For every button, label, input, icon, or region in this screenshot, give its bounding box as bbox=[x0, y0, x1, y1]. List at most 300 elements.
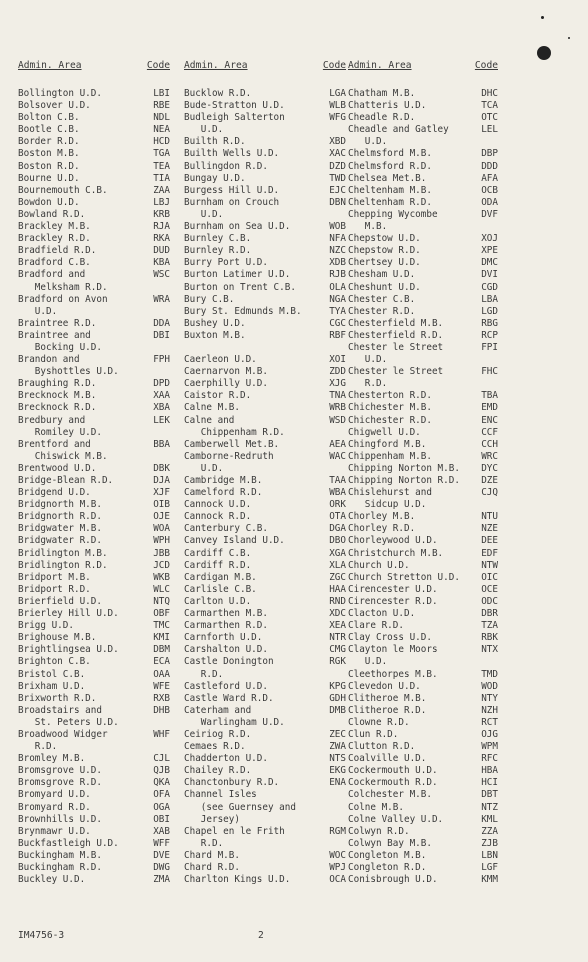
area-code: TWD bbox=[329, 172, 346, 184]
area-row bbox=[348, 596, 498, 608]
area-code: RBK bbox=[481, 632, 498, 644]
area-name: U.D. bbox=[348, 354, 388, 366]
area-row bbox=[184, 499, 346, 511]
area-row bbox=[184, 245, 346, 257]
area-row bbox=[18, 390, 170, 402]
area-row bbox=[348, 245, 498, 257]
area-name: Clitheroe M.B. bbox=[348, 692, 427, 704]
area-code: WBA bbox=[329, 487, 346, 499]
area-name: Chepstow U.D. bbox=[348, 233, 421, 245]
area-row bbox=[348, 608, 498, 620]
area-name: Brigg U.D. bbox=[18, 620, 74, 632]
area-row bbox=[348, 765, 498, 777]
code-heading: Code bbox=[322, 60, 346, 71]
area-row bbox=[184, 608, 346, 620]
area-code: CCF bbox=[481, 426, 498, 438]
area-row bbox=[348, 681, 498, 693]
area-code: DBT bbox=[481, 789, 498, 801]
area-row bbox=[18, 669, 170, 681]
area-name: Brighton C.B. bbox=[18, 656, 91, 668]
area-row bbox=[18, 427, 170, 439]
area-row bbox=[18, 463, 170, 475]
area-code: XOI bbox=[329, 354, 346, 366]
area-name: Bridgnorth M.B. bbox=[18, 499, 102, 511]
area-row bbox=[18, 354, 170, 366]
area-code: DPD bbox=[153, 378, 170, 390]
area-row bbox=[348, 584, 498, 596]
area-name: Bromyard U.D. bbox=[18, 789, 91, 801]
area-code: WPH bbox=[153, 535, 170, 547]
area-code: RGM bbox=[329, 825, 346, 837]
area-name: (see Guernsey and bbox=[184, 801, 296, 813]
area-row bbox=[184, 354, 346, 366]
area-row bbox=[184, 148, 346, 160]
area-row bbox=[184, 330, 346, 342]
area-code: CJL bbox=[153, 753, 170, 765]
area-code: TBA bbox=[481, 390, 498, 402]
area-name: Brentford and bbox=[18, 438, 91, 450]
area-code: WFG bbox=[329, 112, 346, 124]
area-row bbox=[184, 632, 346, 644]
area-name: Cambridge M.B. bbox=[184, 475, 263, 486]
area-row bbox=[348, 874, 498, 886]
area-row bbox=[184, 124, 346, 136]
area-name: U.D. bbox=[18, 305, 58, 317]
area-name: Chadderton U.D. bbox=[184, 753, 268, 765]
code-heading: Code bbox=[146, 60, 170, 71]
area-row bbox=[184, 862, 346, 874]
area-row bbox=[184, 814, 346, 826]
area-code: RKA bbox=[153, 233, 170, 245]
area-row bbox=[348, 100, 498, 112]
area-code: WSC bbox=[153, 269, 170, 281]
area-code: DBN bbox=[329, 196, 346, 208]
code-heading: Code bbox=[474, 60, 498, 71]
area-code: WLC bbox=[153, 583, 170, 595]
area-row bbox=[348, 620, 498, 632]
area-name: Conisbrough U.D. bbox=[348, 874, 438, 886]
column-2 bbox=[184, 60, 346, 886]
area-code: CGD bbox=[481, 281, 498, 293]
area-row bbox=[348, 233, 498, 245]
area-name: Broadstairs and bbox=[18, 704, 102, 716]
area-code: OGA bbox=[153, 801, 170, 813]
area-row bbox=[184, 511, 346, 523]
area-row bbox=[18, 124, 170, 136]
area-code: JBB bbox=[153, 547, 170, 559]
area-name: Brighouse M.B. bbox=[18, 632, 97, 644]
area-code: DEE bbox=[481, 535, 498, 547]
area-name: Brecknock R.D. bbox=[18, 402, 97, 414]
area-name: Bromyard R.D. bbox=[18, 801, 91, 813]
area-row bbox=[348, 439, 498, 451]
area-code: AFA bbox=[481, 172, 498, 184]
area-row bbox=[348, 656, 498, 668]
area-row bbox=[348, 463, 498, 475]
area-row bbox=[184, 366, 346, 378]
area-name: Brixworth R.D. bbox=[18, 692, 97, 704]
area-row bbox=[348, 415, 498, 427]
area-name: Bolsover U.D. bbox=[18, 100, 91, 112]
area-code: DUD bbox=[153, 245, 170, 257]
area-name: Brierfield U.D. bbox=[18, 595, 102, 607]
area-name: Bollington U.D. bbox=[18, 88, 102, 99]
area-code: DVI bbox=[481, 269, 498, 281]
area-row bbox=[18, 584, 170, 596]
area-row bbox=[184, 402, 346, 414]
area-row bbox=[184, 535, 346, 547]
area-row bbox=[348, 221, 498, 233]
area-row bbox=[184, 257, 346, 269]
area-name: Coalville U.D. bbox=[348, 753, 427, 765]
area-name: Colchester M.B. bbox=[348, 789, 432, 801]
area-code: NTU bbox=[481, 511, 498, 523]
area-row bbox=[184, 161, 346, 173]
area-name: Border R.D. bbox=[18, 136, 80, 148]
area-code: OIC bbox=[481, 571, 498, 583]
area-row bbox=[18, 402, 170, 414]
area-code: OCA bbox=[329, 874, 346, 886]
area-code: ENA bbox=[329, 777, 346, 789]
area-row bbox=[348, 693, 498, 705]
area-code: NTX bbox=[481, 644, 498, 656]
area-row bbox=[348, 402, 498, 414]
area-name: Chapel en le Frith bbox=[184, 825, 285, 837]
area-row bbox=[348, 88, 498, 100]
area-row bbox=[184, 221, 346, 233]
area-name: Bridport R.D. bbox=[18, 583, 91, 595]
area-code: XGA bbox=[329, 547, 346, 559]
area-row bbox=[348, 511, 498, 523]
area-code: XBD bbox=[329, 136, 346, 148]
area-code: RFC bbox=[481, 753, 498, 765]
area-row bbox=[18, 560, 170, 572]
area-code: TMC bbox=[153, 620, 170, 632]
area-code: EMD bbox=[481, 402, 498, 414]
area-row bbox=[18, 850, 170, 862]
area-code: FPI bbox=[481, 341, 498, 353]
area-name: Ceiriog R.D. bbox=[184, 728, 252, 740]
area-name: Burton on Trent C.B. bbox=[184, 281, 296, 293]
area-row bbox=[348, 572, 498, 584]
area-name: Brackley M.B. bbox=[18, 221, 91, 233]
area-name: Bournemouth C.B. bbox=[18, 184, 108, 196]
area-name: Chippenham M.B. bbox=[348, 450, 432, 462]
area-row bbox=[184, 765, 346, 777]
area-code: ZZA bbox=[481, 825, 498, 837]
area-code: WOD bbox=[481, 680, 498, 692]
area-row bbox=[348, 753, 498, 765]
area-name: Carshalton U.D. bbox=[184, 644, 268, 656]
area-code: NDL bbox=[153, 112, 170, 124]
area-row bbox=[184, 209, 346, 221]
area-code: NTY bbox=[481, 692, 498, 704]
area-name: Cheshunt U.D. bbox=[348, 281, 421, 293]
area-name: Chelsea Met.B. bbox=[348, 172, 427, 184]
area-row bbox=[18, 185, 170, 197]
area-code: ZAA bbox=[153, 184, 170, 196]
area-row bbox=[18, 826, 170, 838]
admin-area-heading: Admin. Area bbox=[184, 60, 248, 71]
area-name: Chesterfield R.D. bbox=[348, 329, 444, 341]
area-code: DDA bbox=[153, 317, 170, 329]
area-row bbox=[18, 777, 170, 789]
area-row bbox=[18, 475, 170, 487]
area-name: Bromsgrove U.D. bbox=[18, 765, 102, 777]
area-code: ECA bbox=[153, 656, 170, 668]
area-name: Melksham R.D. bbox=[18, 281, 108, 293]
area-row bbox=[348, 294, 498, 306]
admin-area-heading: Admin. Area bbox=[348, 60, 412, 71]
area-code: ORK bbox=[329, 499, 346, 511]
area-code: EJC bbox=[329, 184, 346, 196]
area-code: LEK bbox=[153, 414, 170, 426]
area-row bbox=[184, 475, 346, 487]
area-row bbox=[18, 342, 170, 354]
area-code: OBF bbox=[153, 608, 170, 620]
area-row bbox=[184, 282, 346, 294]
area-row bbox=[18, 306, 170, 318]
area-code: DYC bbox=[481, 462, 498, 474]
page-number: 2 bbox=[258, 930, 264, 941]
area-name: Cheadle and Gatley bbox=[348, 124, 449, 136]
area-code: RBF bbox=[329, 329, 346, 341]
area-name: Clayton le Moors bbox=[348, 644, 438, 656]
area-row bbox=[348, 342, 498, 354]
area-code: ZJB bbox=[481, 837, 498, 849]
area-code: LGF bbox=[481, 862, 498, 873]
area-name: Congleton R.D. bbox=[348, 862, 427, 873]
area-row bbox=[348, 112, 498, 124]
area-code: RBE bbox=[153, 100, 170, 112]
area-code: HBA bbox=[481, 765, 498, 777]
area-row bbox=[348, 560, 498, 572]
area-name: R.D. bbox=[184, 668, 224, 680]
area-row bbox=[348, 789, 498, 801]
area-code: DZD bbox=[329, 160, 346, 172]
area-name: Cheadle R.D. bbox=[348, 112, 416, 124]
area-row bbox=[348, 197, 498, 209]
area-name: Sidcup U.D. bbox=[348, 499, 427, 511]
area-name: Bolton C.B. bbox=[18, 112, 80, 124]
area-code: KPG bbox=[329, 680, 346, 692]
area-row bbox=[18, 874, 170, 886]
area-row bbox=[18, 838, 170, 850]
area-code: RCP bbox=[481, 329, 498, 341]
area-name: Chepping Wycombe bbox=[348, 208, 438, 220]
area-row bbox=[18, 112, 170, 124]
area-code: DBR bbox=[481, 608, 498, 620]
area-row bbox=[18, 366, 170, 378]
area-code: NZE bbox=[481, 523, 498, 535]
area-code: OIB bbox=[153, 499, 170, 511]
area-code: OJG bbox=[481, 728, 498, 740]
area-code: OTC bbox=[481, 112, 498, 124]
area-code: TZA bbox=[481, 620, 498, 632]
area-code: JCD bbox=[153, 559, 170, 571]
area-code: TNA bbox=[329, 390, 346, 402]
area-row bbox=[18, 415, 170, 427]
area-name: Bridgwater R.D. bbox=[18, 535, 102, 547]
document-reference: IM4756-3 bbox=[18, 930, 65, 941]
area-row bbox=[348, 705, 498, 717]
area-name: Carmarthen M.B. bbox=[184, 608, 268, 620]
ink-speck bbox=[568, 37, 570, 39]
area-code: KMM bbox=[481, 874, 498, 886]
area-code: LBI bbox=[153, 88, 170, 99]
area-name: U.D. bbox=[348, 136, 388, 148]
area-code: QKA bbox=[153, 777, 170, 789]
area-name: Caerphilly U.D. bbox=[184, 378, 268, 390]
area-row bbox=[18, 221, 170, 233]
area-name: Cardiff C.B. bbox=[184, 547, 252, 559]
area-row bbox=[18, 294, 170, 306]
area-name: Bungay U.D. bbox=[184, 172, 246, 184]
area-code: TYA bbox=[329, 305, 346, 317]
area-code: ENC bbox=[481, 414, 498, 426]
area-code: LGA bbox=[329, 88, 346, 99]
area-code: RJB bbox=[329, 269, 346, 281]
area-name: Chard M.B. bbox=[184, 849, 240, 861]
area-row bbox=[184, 88, 346, 100]
area-code: XAA bbox=[153, 390, 170, 402]
area-name: Bocking U.D. bbox=[18, 341, 102, 353]
area-code: ZEC bbox=[329, 728, 346, 740]
area-name: Channel Isles bbox=[184, 789, 257, 801]
area-row bbox=[184, 741, 346, 753]
area-row bbox=[18, 862, 170, 874]
area-row bbox=[348, 330, 498, 342]
area-code: QJB bbox=[153, 765, 170, 777]
area-name: Caistor R.D. bbox=[184, 390, 252, 402]
area-name: Chepstow R.D. bbox=[348, 245, 421, 257]
area-row bbox=[18, 693, 170, 705]
area-row bbox=[184, 560, 346, 572]
area-name: Caerleon U.D. bbox=[184, 354, 257, 366]
area-code: KML bbox=[481, 813, 498, 825]
area-code: EKG bbox=[329, 765, 346, 777]
area-name: Cockermouth U.D. bbox=[348, 765, 438, 777]
area-name: Canvey Island U.D. bbox=[184, 535, 285, 547]
area-row bbox=[348, 306, 498, 318]
area-row bbox=[18, 765, 170, 777]
area-row bbox=[348, 378, 498, 390]
area-name: Cheltenham R.D. bbox=[348, 196, 432, 208]
area-row bbox=[184, 802, 346, 814]
area-row bbox=[184, 584, 346, 596]
area-name: Chelmsford M.B. bbox=[348, 148, 432, 160]
area-name: Cheltenham M.B. bbox=[348, 184, 432, 196]
area-name: Caterham and bbox=[184, 704, 252, 716]
area-row bbox=[18, 197, 170, 209]
area-row bbox=[18, 717, 170, 729]
area-row bbox=[18, 644, 170, 656]
area-row bbox=[184, 789, 346, 801]
area-code: CMG bbox=[329, 644, 346, 656]
area-name: Clun R.D. bbox=[348, 728, 399, 740]
area-row bbox=[18, 814, 170, 826]
area-code: XDB bbox=[329, 257, 346, 269]
area-name: Chipping Norton R.D. bbox=[348, 475, 460, 486]
area-code: NGA bbox=[329, 293, 346, 305]
area-row bbox=[18, 499, 170, 511]
area-code: ZWA bbox=[329, 741, 346, 753]
area-name: Chard R.D. bbox=[184, 862, 240, 873]
area-row bbox=[348, 209, 498, 221]
area-code: WLB bbox=[329, 100, 346, 112]
area-row bbox=[184, 693, 346, 705]
area-code: BBA bbox=[153, 438, 170, 450]
area-name: Bristol C.B. bbox=[18, 668, 86, 680]
area-row bbox=[348, 717, 498, 729]
area-row bbox=[18, 233, 170, 245]
area-row bbox=[18, 523, 170, 535]
area-code: LBA bbox=[481, 293, 498, 305]
area-row bbox=[184, 427, 346, 439]
area-name: Burnley C.B. bbox=[184, 233, 252, 245]
area-name: Cemaes R.D. bbox=[184, 741, 246, 753]
area-name: Bridgend U.D. bbox=[18, 487, 91, 499]
area-code: XJG bbox=[329, 378, 346, 390]
area-name: Chichester M.B. bbox=[348, 402, 432, 414]
area-code: AEA bbox=[329, 438, 346, 450]
area-name: Bourne U.D. bbox=[18, 172, 80, 184]
area-name: Bradford on Avon bbox=[18, 293, 108, 305]
area-code: OFA bbox=[153, 789, 170, 801]
area-name: Brandon and bbox=[18, 354, 80, 366]
area-row bbox=[184, 487, 346, 499]
area-row bbox=[184, 523, 346, 535]
area-name: St. Peters U.D. bbox=[18, 716, 119, 728]
area-row bbox=[184, 463, 346, 475]
area-code: WKB bbox=[153, 571, 170, 583]
area-code: NTQ bbox=[153, 595, 170, 607]
area-name: Buckley U.D. bbox=[18, 874, 86, 886]
area-row bbox=[18, 245, 170, 257]
area-row bbox=[348, 451, 498, 463]
area-name: Bradford and bbox=[18, 269, 86, 281]
area-row bbox=[184, 777, 346, 789]
area-code: ODC bbox=[481, 595, 498, 607]
area-row bbox=[348, 523, 498, 535]
area-name: R.D. bbox=[18, 741, 58, 753]
admin-area-heading: Admin. Area bbox=[18, 60, 82, 71]
area-code: XAC bbox=[329, 148, 346, 160]
area-code: TIA bbox=[153, 172, 170, 184]
area-name: Camborne-Redruth bbox=[184, 450, 274, 462]
area-row bbox=[184, 197, 346, 209]
area-name: Chelmsford R.D. bbox=[348, 160, 432, 172]
area-row bbox=[18, 753, 170, 765]
area-name: Carmarthen R.D. bbox=[184, 620, 268, 632]
area-code: DBM bbox=[153, 644, 170, 656]
area-name: Clevedon U.D. bbox=[348, 680, 421, 692]
area-code: GDH bbox=[329, 692, 346, 704]
area-row bbox=[184, 185, 346, 197]
area-code: EDF bbox=[481, 547, 498, 559]
area-name: Chiswick M.B. bbox=[18, 450, 108, 462]
area-code: ZGC bbox=[329, 571, 346, 583]
area-name: M.B. bbox=[348, 221, 388, 233]
area-row bbox=[18, 729, 170, 741]
area-code: ODA bbox=[481, 196, 498, 208]
area-name: Chester R.D. bbox=[348, 305, 416, 317]
area-name: Brierley Hill U.D. bbox=[18, 608, 119, 620]
area-name: Clitheroe R.D. bbox=[348, 704, 427, 716]
area-name: Camberwell Met.B. bbox=[184, 438, 280, 450]
column-header bbox=[184, 60, 346, 74]
area-name: Colwyn R.D. bbox=[348, 825, 410, 837]
